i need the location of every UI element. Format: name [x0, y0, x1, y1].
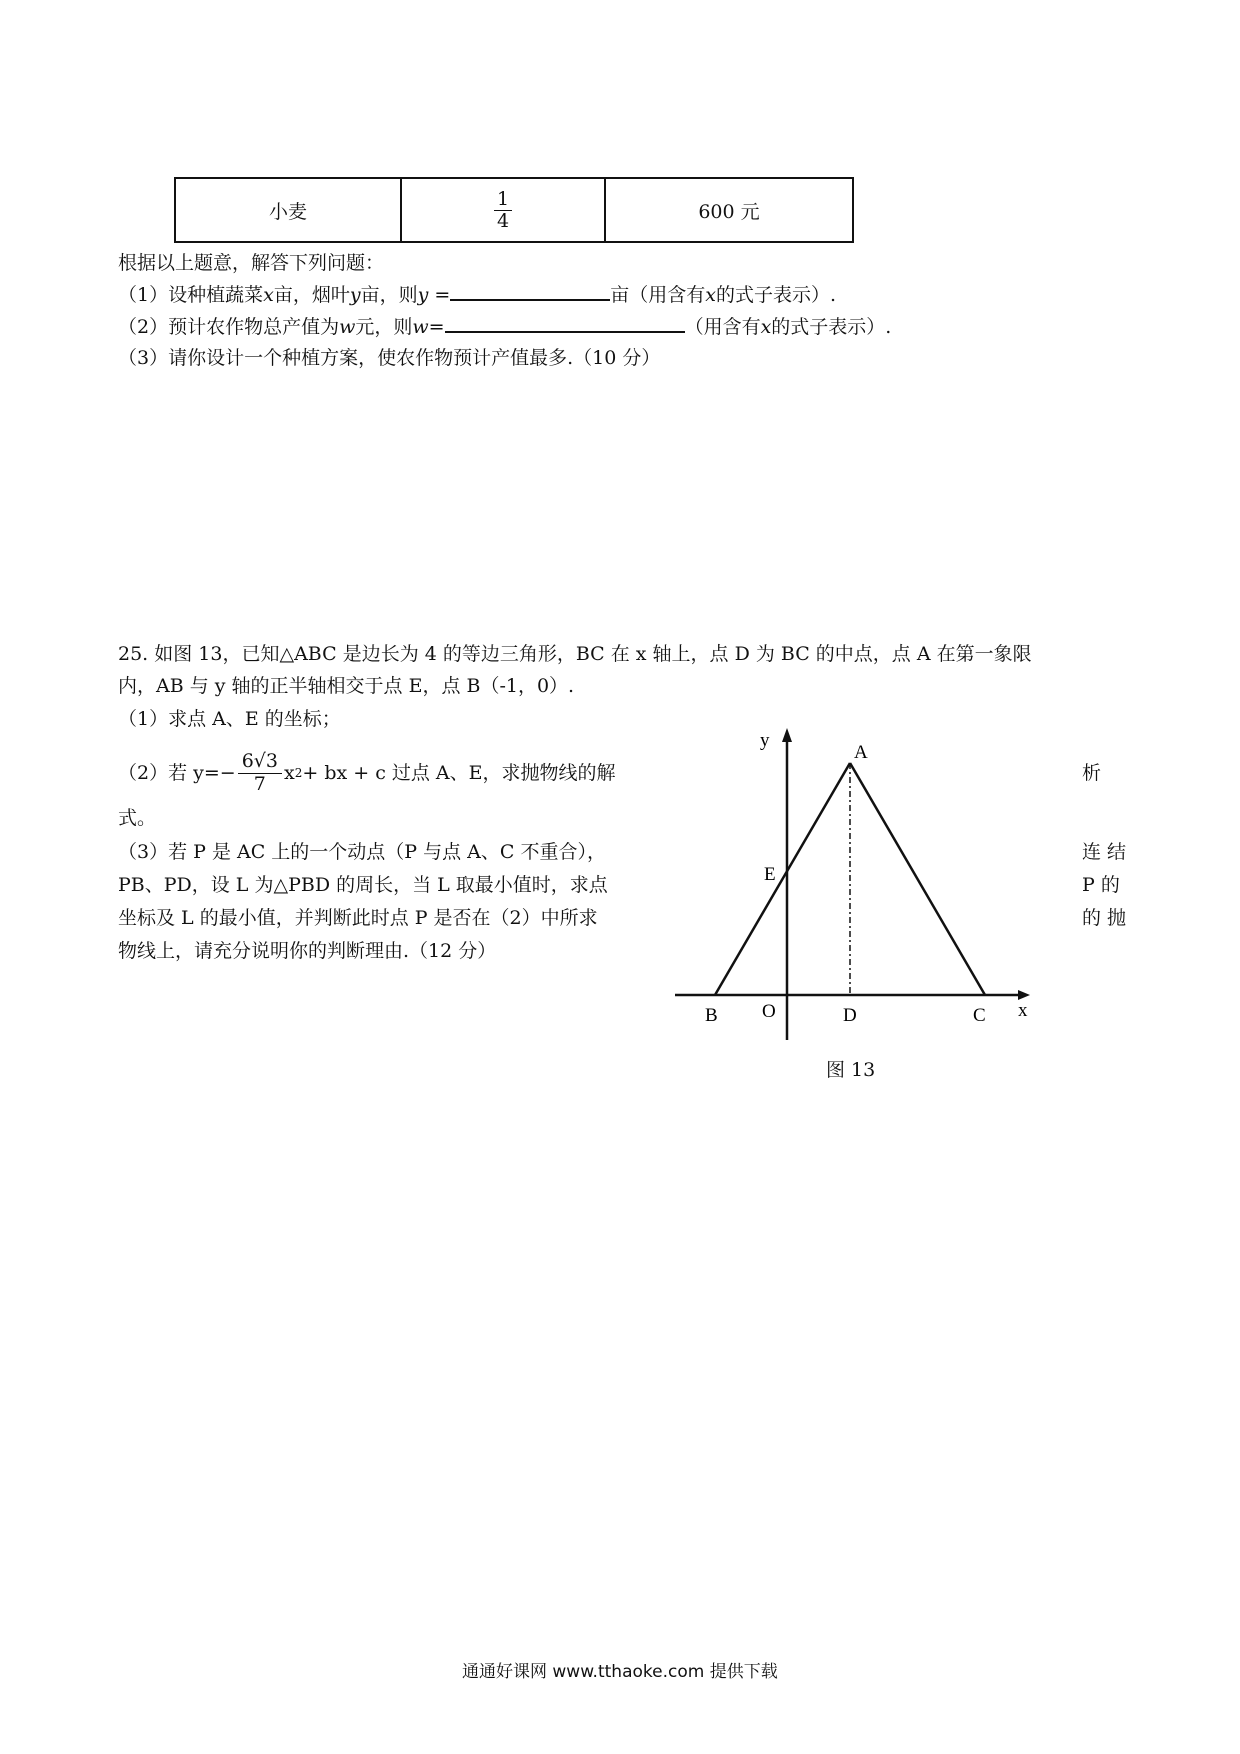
q25-part3-c: 坐标及 L 的最小值，并判断此时点 P 是否在（2）中所求: [118, 907, 598, 929]
crop-table: [174, 177, 854, 243]
var-y-2: y: [417, 284, 429, 306]
q24-p1-text-c: 亩，则: [360, 284, 418, 306]
var-x-2: x: [705, 284, 717, 306]
q25-p2-tail: 式。: [118, 807, 157, 829]
y-axis-arrow: [782, 728, 792, 742]
var-x-3: x: [760, 316, 772, 338]
side-ac: [850, 763, 985, 995]
q24-part3: （3）请你设计一个种植方案，使农作物预计产值最多.（10 分）: [118, 347, 661, 369]
var-y: y: [349, 284, 361, 306]
var-w-2: w: [412, 316, 429, 338]
side-ab: [715, 763, 850, 995]
q24-p1-text-d: 亩（用含有: [610, 284, 706, 306]
fraction-cell: [401, 178, 605, 242]
answer-blank-2[interactable]: [445, 313, 685, 333]
q24-part2: [118, 313, 891, 339]
q25-part3-d: 物线上，请充分说明你的判断理由.（12 分）: [118, 940, 497, 962]
q25-p2-right: 析: [1082, 762, 1102, 784]
crop-value: 600 元: [698, 200, 760, 223]
q25-line1: 25. 如图 13，已知△ABC 是边长为 4 的等边三角形，BC 在 x 轴上，点 D 为 BC 的中点，点 A 在第一象限: [118, 643, 1032, 665]
q24-p2-text-a: （2）预计农作物总产值为: [118, 316, 340, 338]
var-x: x: [263, 284, 274, 306]
label-d: D: [843, 1005, 857, 1026]
var-w: w: [339, 316, 356, 338]
fraction-denominator: 4: [496, 209, 510, 232]
q25-part2: [118, 742, 616, 804]
q24-p2-text-d: 的式子表示）.: [771, 316, 892, 338]
table-row: [175, 178, 853, 242]
fraction: [494, 189, 512, 232]
label-x: x: [1018, 1000, 1028, 1021]
value-cell: [605, 178, 853, 242]
q24-p1-text-a: （1）设种植蔬菜: [118, 284, 264, 306]
page-footer: 通通好课网 www.tthaoke.com 提供下载: [462, 1662, 778, 1682]
coefficient-numerator: 6√3: [238, 751, 282, 774]
exponent: 2: [294, 766, 303, 780]
x-axis-arrow: [1018, 990, 1030, 1000]
figure-caption: 图 13: [826, 1059, 876, 1081]
q25-part3-c-right: 的 抛: [1082, 907, 1127, 929]
equals-sign: =: [428, 284, 451, 306]
q25-line2: 内，AB 与 y 轴的正半轴相交于点 E，点 B（-1，0）.: [118, 675, 575, 697]
q25-part3-a-right: 连 结: [1082, 841, 1127, 863]
q25-p2-text-a: （2）若 y=−: [118, 762, 236, 784]
q24-part1: [118, 281, 836, 307]
q24-intro: 根据以上题意，解答下列问题：: [118, 252, 385, 274]
q24-p1-text-b: 亩，烟叶: [273, 284, 350, 306]
crop-name-cell: [175, 178, 401, 242]
label-b: B: [705, 1005, 718, 1026]
q25-part3-b: PB、PD，设 L 为△PBD 的周长，当 L 取最小值时，求点: [118, 874, 608, 896]
q25-part3-b-right: P 的: [1082, 874, 1120, 896]
coefficient-denominator: 7: [253, 772, 266, 795]
crop-name: 小麦: [268, 200, 307, 223]
equals-sign-2: =: [428, 316, 445, 338]
label-y: y: [760, 730, 770, 751]
fraction-numerator: 1: [494, 189, 512, 211]
var-x-squared: x: [284, 762, 295, 784]
coefficient-fraction: [238, 751, 282, 796]
figure-13: [660, 720, 1040, 1050]
q24-p2-text-c: （用含有: [684, 316, 761, 338]
label-a: A: [854, 742, 868, 763]
label-c: C: [973, 1005, 986, 1026]
answer-blank-1[interactable]: [450, 281, 610, 301]
label-o: O: [762, 1001, 776, 1022]
q25-part3-a: （3）若 P 是 AC 上的一个动点（P 与点 A、C 不重合），: [118, 841, 606, 863]
q24-p2-text-b: 元，则: [355, 316, 413, 338]
q25-p2-text-b: + bx + c 过点 A、E，求抛物线的解: [302, 762, 616, 784]
q24-p1-text-e: 的式子表示）.: [716, 284, 837, 306]
q25-part1: （1）求点 A、E 的坐标；: [118, 708, 341, 730]
label-e: E: [764, 864, 776, 885]
